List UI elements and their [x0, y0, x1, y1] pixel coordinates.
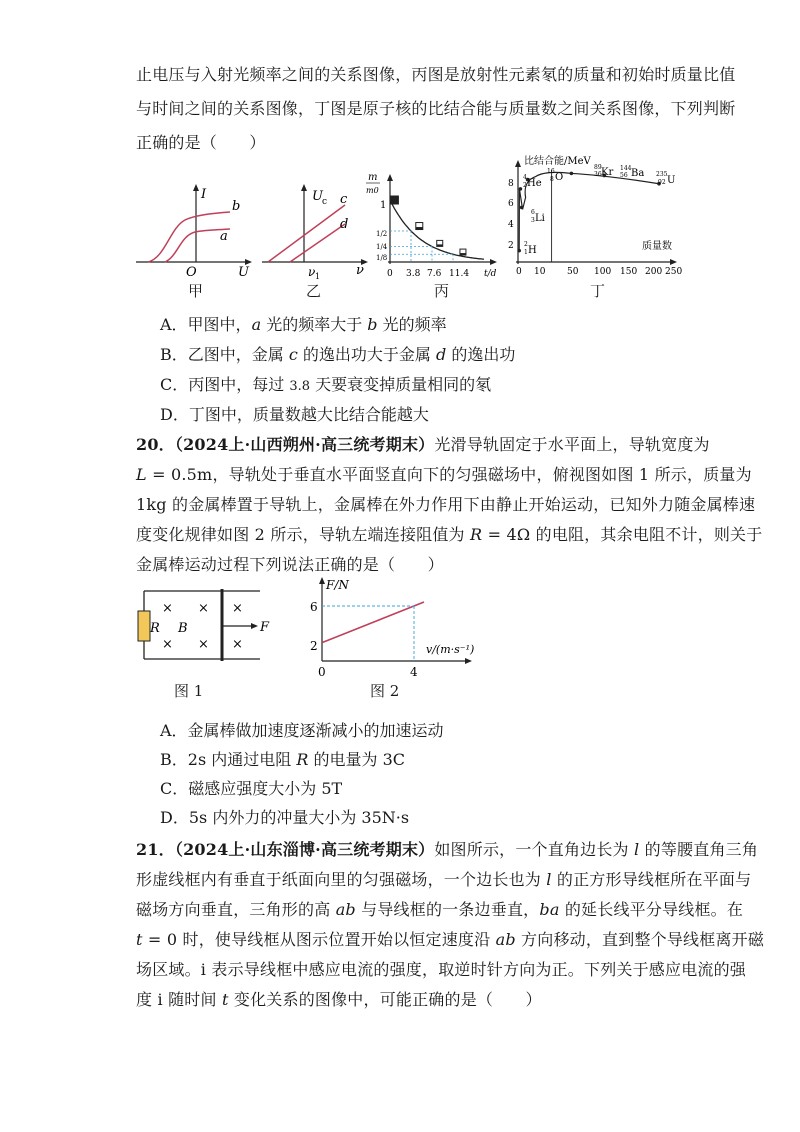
fig2-y-label: F/N: [326, 578, 349, 592]
bing-y-tick-1: 1: [380, 200, 387, 211]
jia-curve-b-label: b: [232, 199, 241, 214]
yi-line-d: [290, 224, 345, 262]
q20-option-c[interactable]: C．磁感应强度大小为 5T: [160, 779, 343, 798]
yi-x-tick-sub: 1: [315, 272, 321, 281]
intro-line-2: 与时间之间的关系图像，丁图是原子核的比结合能与质量数之间关系图像，下列判断: [136, 99, 736, 118]
q21-line-6: 度 i 随时间 t 变化关系的图像中，可能正确的是（ ）: [136, 990, 542, 1009]
figure-ding: [508, 154, 682, 300]
yi-line-d-label: d: [340, 217, 349, 232]
li-symbol: Li: [535, 213, 545, 224]
ding-point-1: [517, 249, 521, 253]
fig2-x-tick-0: 0: [318, 665, 326, 679]
fig2-force-line: [322, 602, 424, 643]
ding-x-tick-250: 250: [665, 267, 683, 277]
ding-x-tick-150: 150: [620, 267, 638, 277]
ding-x-tick-50: 50: [567, 267, 579, 277]
q19-option-c[interactable]: C．丙图中，每过 3.8 天要衰变掉质量相同的氡: [160, 375, 492, 394]
yi-line-c-label: c: [340, 192, 348, 207]
figure-2: [310, 577, 474, 700]
yi-x-label: ν: [356, 263, 364, 278]
bing-mass-fill-3: [437, 244, 443, 246]
li-mass: 6: [531, 209, 535, 216]
kr-mass: 89: [594, 164, 602, 171]
h-symbol: H: [528, 245, 537, 256]
fig2-caption: 图 2: [370, 682, 400, 700]
ding-x-tick-200: 200: [645, 267, 663, 277]
ding-x-label: 质量数: [642, 241, 672, 252]
figure-yi: [262, 184, 368, 300]
jia-origin: O: [186, 265, 197, 280]
q19-option-d[interactable]: D．丁图中，质量数越大比结合能越大: [160, 405, 429, 424]
q19-figures: [0, 148, 800, 308]
jia-curve-b: [148, 212, 230, 262]
fig1-cross-3: ×: [232, 601, 243, 616]
ding-y-tick-6: 6: [508, 199, 514, 209]
fig1-cross-1: ×: [162, 601, 173, 616]
q21-line-4: t = 0 时，使导线框从图示位置开始以恒定速度沿 ab 方向移动，直到整个导线框离开磁: [136, 930, 765, 949]
fig1-cross-4: ×: [162, 637, 173, 652]
bing-y-tick-eighth: 1/8: [376, 254, 388, 262]
ding-x-tick-100: 100: [594, 267, 612, 277]
fig1-caption: 图 1: [174, 682, 204, 700]
bing-mass-square-1: [390, 196, 398, 204]
q21-line-1: 21．（2024上·山东淄博·高三统考期末）如图所示，一个直角边长为 l 的等腰直角三角: [136, 840, 759, 859]
fig1-b-label: B: [178, 621, 188, 636]
bing-decay-curve: [390, 200, 484, 259]
he-symbol: He: [527, 178, 542, 189]
yi-y-sub: c: [322, 197, 328, 207]
ba-charge: 56: [620, 172, 628, 179]
o-mass: 16: [547, 168, 555, 175]
bing-y-tick-half: 1/2: [376, 230, 388, 238]
ding-y-tick-8: 8: [508, 179, 514, 189]
q20-line-2: L = 0.5m，导轨处于垂直水平面竖直向下的匀强磁场中，俯视图如图 1 所示，质量为: [136, 465, 752, 484]
fig1-r-label: R: [150, 621, 160, 636]
bing-y-tick-quarter: 1/4: [376, 243, 388, 251]
li-charge: 3: [531, 217, 535, 224]
fig2-x-tick-4: 4: [410, 665, 418, 679]
kr-charge: 36: [594, 171, 602, 178]
q20-option-d[interactable]: D．5s 内外力的冲量大小为 35N·s: [160, 808, 410, 827]
ding-point-5: [570, 172, 574, 176]
figure-1: [138, 589, 270, 700]
he-mass: 4: [523, 174, 527, 181]
bing-y-label-den: m0: [366, 186, 379, 195]
jia-curve-a-label: a: [220, 229, 228, 244]
jia-caption: 甲: [188, 282, 204, 300]
q21-line-5: 场区域。i 表示导线框中感应电流的强度，取逆时针方向为正。下列关于感应电流的强: [136, 960, 747, 979]
ding-x-tick-0: 0: [516, 267, 522, 277]
fig1-cross-6: ×: [232, 637, 243, 652]
intro-line-1: 止电压与入射光频率之间的关系图像，丙图是放射性元素氡的质量和初始时质量比值: [136, 65, 736, 84]
ding-y-tick-4: 4: [508, 220, 514, 230]
fig1-cross-5: ×: [198, 637, 209, 652]
fig2-y-tick-2: 2: [310, 639, 318, 653]
resistor-icon: [138, 611, 150, 641]
q19-option-b[interactable]: B．乙图中，金属 c 的逸出功大于金属 d 的逸出功: [160, 345, 516, 364]
yi-line-c: [268, 205, 345, 262]
bing-x-label: t/d: [484, 269, 497, 279]
bing-x-tick-1: 3.8: [406, 269, 421, 279]
q19-option-a[interactable]: A．甲图中，a 光的频率大于 b 光的频率: [160, 315, 447, 334]
q20-line-5: 金属棒运动过程下列说法正确的是（ ）: [136, 555, 444, 574]
intro-line-3: 正确的是（ ）: [136, 133, 266, 152]
u-symbol: U: [667, 175, 676, 186]
ding-caption: 丁: [590, 282, 606, 300]
bing-y-label-num: m: [368, 172, 378, 183]
h-mass: 2: [524, 241, 528, 248]
ding-x-tick-10: 10: [534, 267, 546, 277]
ding-y-tick-2: 2: [508, 241, 514, 251]
fig1-f-label: F: [260, 620, 270, 635]
bing-plot-area: [390, 196, 484, 262]
bing-caption: 丙: [434, 282, 450, 300]
yi-x-tick: ν: [308, 265, 316, 279]
fig2-plot-area: [322, 602, 424, 661]
q21-line-2: 形虚线框内有垂直于纸面向里的匀强磁场，一个边长也为 l 的正方形导线框所在平面与: [136, 870, 752, 889]
q20-line-4: 度变化规律如图 2 所示，导轨左端连接阻值为 R = 4Ω 的电阻，其余电阻不计，则关于: [136, 525, 763, 544]
ba-symbol: Ba: [631, 168, 645, 179]
h-charge: 1: [524, 249, 528, 256]
ba-mass: 144: [620, 165, 632, 172]
u-mass: 235: [656, 171, 668, 178]
u-charge: 92: [658, 179, 666, 186]
o-symbol: O: [555, 172, 564, 183]
kr-symbol: Kr: [601, 167, 614, 178]
o-charge: 8: [550, 176, 554, 183]
figure-jia: [136, 184, 252, 300]
figure-bing: [366, 172, 497, 300]
q20-line-1: 20．（2024上·山西朔州·高三统考期末）光滑导轨固定于水平面上，导轨宽度为: [136, 435, 710, 454]
q20-figures: [0, 575, 800, 705]
ding-point-3: [520, 206, 524, 210]
bing-mass-fill-2: [416, 227, 423, 230]
bing-mass-fill-4: [460, 253, 466, 255]
bing-x-tick-2: 7.6: [427, 269, 442, 279]
bing-x-tick-3: 11.4: [449, 269, 470, 279]
fig1-cross-2: ×: [198, 601, 209, 616]
yi-y-label: U: [312, 189, 323, 204]
ding-point-2: [519, 187, 523, 191]
jia-y-label: I: [201, 187, 207, 202]
bing-x-tick-0: 0: [387, 269, 393, 279]
he-charge: 2: [523, 182, 527, 189]
fig2-y-tick-6: 6: [310, 600, 318, 614]
q21-line-3: 磁场方向垂直，三角形的高 ab 与导线框的一条边垂直，ba 的延长线平分导线框。在: [136, 900, 744, 919]
q20-line-3: 1kg 的金属棒置于导轨上，金属棒在外力作用下由静止开始运动，已知外力随金属棒速: [136, 495, 756, 514]
fig2-x-label: v/(m·s⁻¹): [426, 643, 475, 656]
q20-option-a[interactable]: A．金属棒做加速度逐渐减小的加速运动: [160, 721, 444, 740]
q20-option-b[interactable]: B．2s 内通过电阻 R 的电量为 3C: [160, 750, 405, 769]
yi-caption: 乙: [306, 282, 322, 300]
ding-y-label: 比结合能/MeV: [524, 156, 591, 167]
jia-x-label: U: [238, 265, 249, 280]
